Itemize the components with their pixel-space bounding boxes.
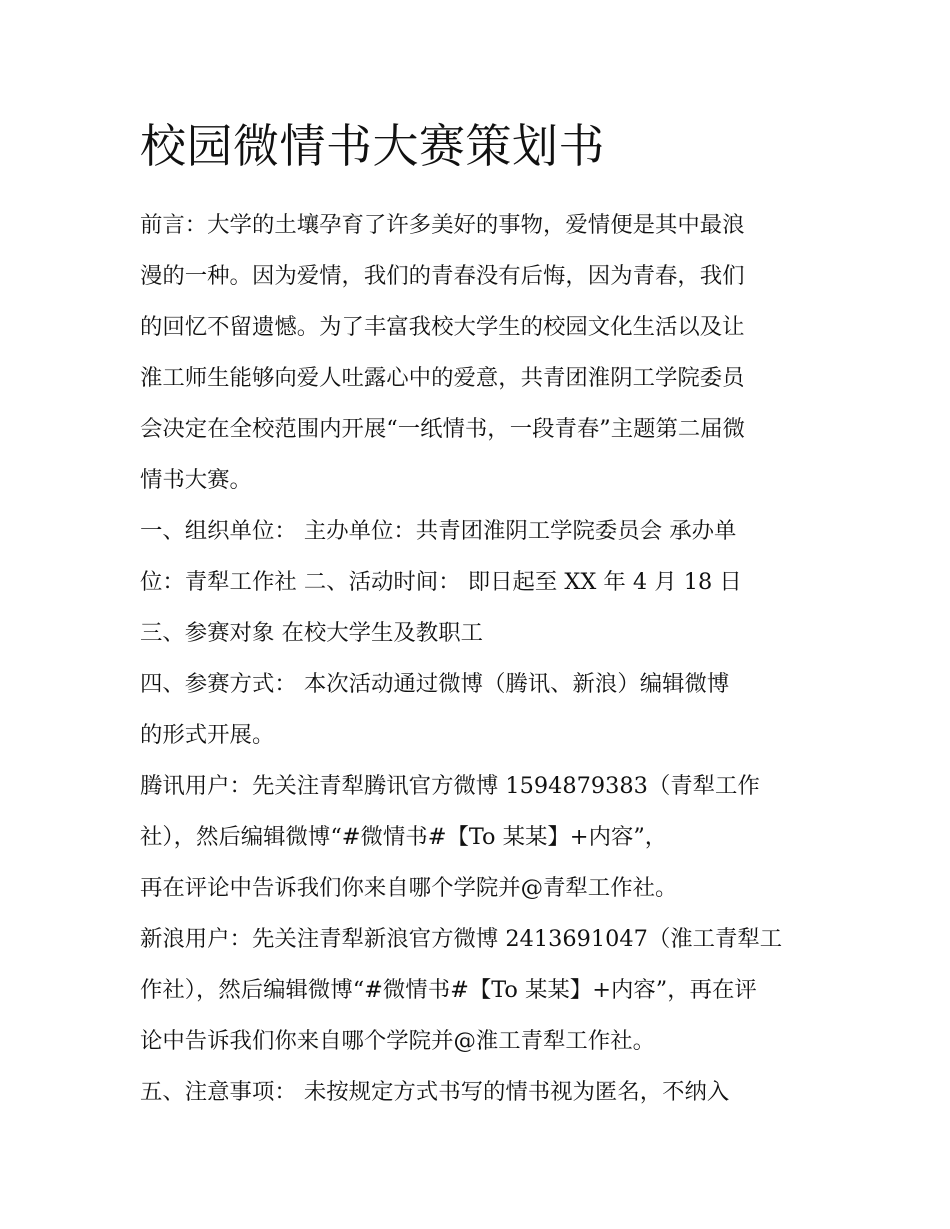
body-line-organizer-1: 一、组织单位： 主办单位：共青团淮阴工学院委员会 承办单 [140, 518, 737, 544]
body-line-method-2: 的形式开展。 [140, 722, 275, 748]
body-line-tencent-3: 再在评论中告诉我们你来自哪个学院并@青犁工作社。 [140, 875, 678, 901]
body-line-method-1: 四、参赛方式： 本次活动通过微博（腾讯、新浪）编辑微博 [140, 671, 730, 697]
body-line-sina-2: 作社），然后编辑微博“#微情书#【To 某某】+内容”，再在评 [140, 977, 757, 1003]
body-line-sina-1: 新浪用户：先关注青犁新浪官方微博 2413691047（淮工青犁工 [140, 926, 783, 952]
body-line-tencent-2: 社），然后编辑微博“#微情书#【To 某某】+内容”， [140, 824, 668, 850]
document-body [140, 200, 820, 1118]
document-title: 校园微情书大赛策划书 [140, 119, 605, 173]
body-line-tencent-1: 腾讯用户：先关注青犁腾讯官方微博 1594879383（青犁工作 [140, 773, 760, 799]
body-line-notes-1: 五、注意事项： 未按规定方式书写的情书视为匿名，不纳入 [140, 1079, 730, 1105]
body-line-preface-3: 的回忆不留遗憾。为了丰富我校大学生的校园文化生活以及让 [140, 314, 745, 340]
body-line-sina-3: 论中告诉我们你来自哪个学院并@淮工青犁工作社。 [140, 1028, 655, 1054]
body-line-preface-6: 情书大赛。 [140, 467, 252, 493]
body-line-participants: 三、参赛对象 在校大学生及教职工 [140, 620, 483, 646]
body-line-preface-5: 会决定在全校范围内开展“一纸情书，一段青春”主题第二届微 [140, 416, 746, 442]
body-line-organizer-2: 位：青犁工作社 二、活动时间： 即日起至 XX 年 4 月 18 日 [140, 569, 742, 595]
body-line-preface-4: 淮工师生能够向爱人吐露心中的爱意，共青团淮阴工学院委员 [140, 365, 745, 391]
body-line-preface-2: 漫的一种。因为爱情，我们的青春没有后悔，因为青春，我们 [140, 263, 745, 289]
body-line-preface-1: 前言：大学的土壤孕育了许多美好的事物，爱情便是其中最浪 [140, 212, 745, 238]
